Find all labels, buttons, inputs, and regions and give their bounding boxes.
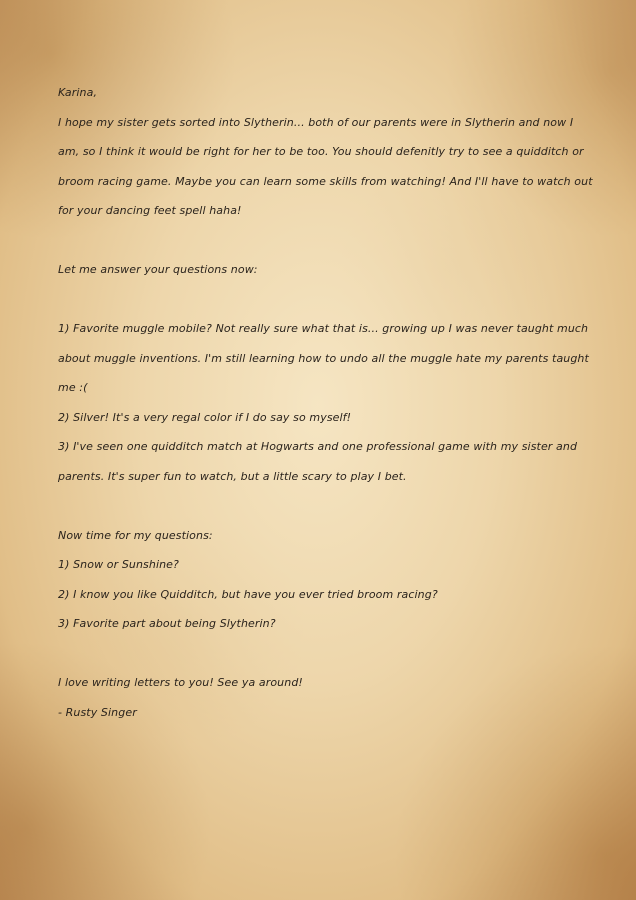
- spacer: [58, 639, 593, 669]
- questions-heading: Now time for my questions:: [58, 528, 213, 542]
- answer-item: 2) Silver! It's a very regal color if I do say so myself!: [58, 410, 352, 424]
- answer-item: 3) I've seen one quidditch match at Hogwarts and one professional game with my sister and parents. It's super fun to watch, but a little scary to play I bet.: [58, 440, 578, 483]
- question-item: 3) Favorite part about being Slytherin?: [58, 617, 276, 630]
- spacer: [58, 226, 593, 256]
- question-item: 1) Snow or Sunshine?: [58, 558, 179, 571]
- question-item: 2) I know you like Quidditch, but have you ever tried broom racing?: [58, 587, 438, 601]
- salutation: Karina,: [58, 86, 98, 99]
- closing-line: I love writing letters to you! See ya around!: [58, 676, 303, 689]
- letter-body: [58, 78, 593, 727]
- answers-heading: Let me answer your questions now:: [58, 263, 258, 276]
- intro-paragraph: I hope my sister gets sorted into Slytherin... both of our parents were in Slytherin and now I am, so I think it would be right for her to be too. You should defenitly try to see a quidditch or broom racing game. Maybe you can learn some skills from watching! And I'll have to watch out for your dancing feet spell haha!: [58, 115, 593, 217]
- signature: - Rusty Singer: [58, 705, 137, 719]
- spacer: [58, 285, 593, 315]
- answer-item: 1) Favorite muggle mobile? Not really sure what that is... growing up I was never taught much about muggle inventions. I'm still learning how to undo all the muggle hate my parents taught me :(: [58, 322, 589, 394]
- spacer: [58, 491, 593, 521]
